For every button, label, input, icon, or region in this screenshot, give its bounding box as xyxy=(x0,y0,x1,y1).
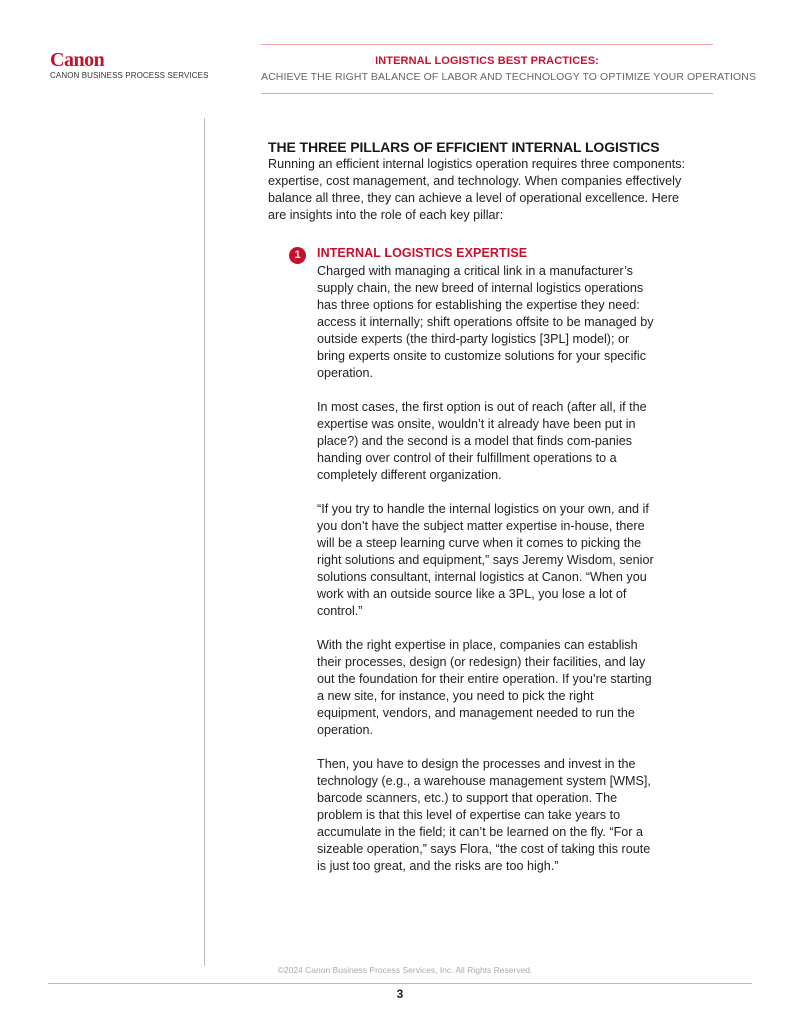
footer-rule xyxy=(48,983,752,984)
section-intro: Running an efficient internal logistics operation requires three components: expertise, cost management, and technology. When companies effectively balance all three, they can achieve a level of operational excellence. Here are insights into the role of each key pillar: xyxy=(268,157,686,222)
pillar-paragraph-4: With the right expertise in place, companies can establish their processes, design (or redesign) their facilities, and lay out the foundation for their entire operation. If you’re starting a new site, for instance, you need to pick the right equipment, vendors, and management needed to run the operation. xyxy=(317,638,652,737)
page-number: 3 xyxy=(396,987,404,1001)
logo-subtitle: CANON BUSINESS PROCESS SERVICES xyxy=(50,71,209,80)
section-title: THE THREE PILLARS OF EFFICIENT INTERNAL LOGISTICS xyxy=(268,139,660,155)
canon-logo: Canon xyxy=(50,49,105,71)
pillar-paragraph-3: “If you try to handle the internal logistics on your own, and if you don’t have the subject matter expertise in-house, there will be a steep learning curve when it comes to picking the right solutions and equipment,” says Jeremy Wisdom, senior solutions consultant, internal logistics at Canon. “When you work with an outside source like a 3PL, you lose a lot of control.” xyxy=(317,502,654,618)
pillar-body xyxy=(317,263,657,892)
pillar-title: INTERNAL LOGISTICS EXPERTISE xyxy=(317,246,528,260)
header-subtitle: ACHIEVE THE RIGHT BALANCE OF LABOR AND TECHNOLOGY TO OPTIMIZE YOUR OPERATIONS xyxy=(261,71,757,83)
header-bottom-rule xyxy=(261,93,713,94)
footer-copyright: ©2024 Canon Business Process Services, Inc. All Rights Reserved. xyxy=(277,965,533,975)
pillar-paragraph-1: Charged with managing a critical link in a manufacturer’s supply chain, the new breed of internal logistics operations has three options for establishing the expertise they need: access it internally; shift operations offsite to be managed by outside experts (the third-party logistics [3PL] model); or bring experts onsite to customize solutions for your specific operation. xyxy=(317,264,654,380)
pillar-number-badge: 1 xyxy=(289,247,306,264)
header-title: INTERNAL LOGISTICS BEST PRACTICES: xyxy=(375,55,599,67)
header-top-rule xyxy=(261,44,713,45)
vertical-divider xyxy=(204,118,205,966)
pillar-paragraph-2: In most cases, the first option is out of reach (after all, if the expertise was onsite, wouldn’t it already have been put in place?) and the second is a model that finds com-panies handing over control of their fulfillment operations to a completely different organization. xyxy=(317,400,647,482)
pillar-paragraph-5: Then, you have to design the processes and invest in the technology (e.g., a warehouse management system [WMS], barcode scanners, etc.) to support that operation. The problem is that this level of expertise can take years to accumulate in the field; it can’t be learned on the fly. “For a sizeable operation,” says Flora, “the cost of taking this route is just too great, and the risks are too high.” xyxy=(317,757,651,873)
